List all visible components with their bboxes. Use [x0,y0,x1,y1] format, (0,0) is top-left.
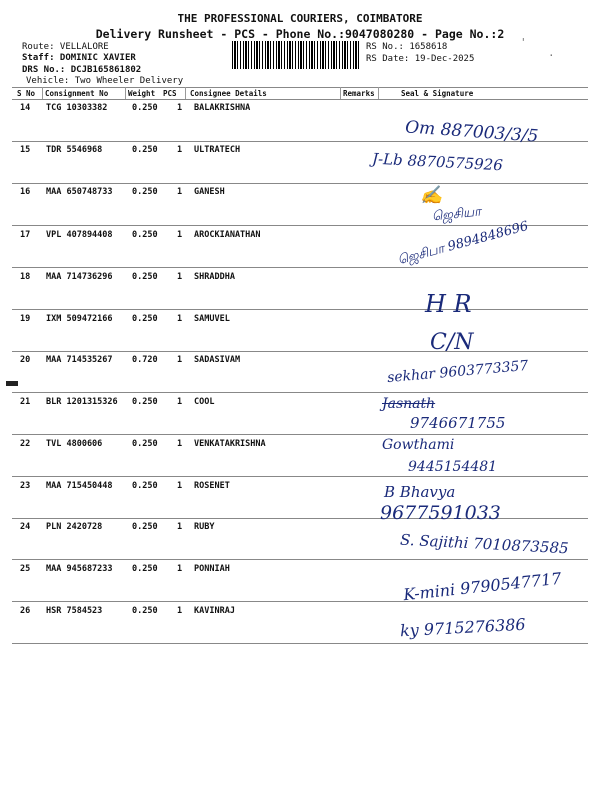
row-weight: 0.250 [132,103,158,113]
table-row [0,272,600,313]
row-separator [12,601,588,602]
signature-21-name: Jasnath [382,396,436,412]
row-consignee: ULTRATECH [194,145,241,155]
signature-17-phone: ஜெசிபா 9894848696 [396,218,530,269]
row-sno: 17 [20,230,31,240]
signature-25: K-mini 9790547717 [402,568,563,605]
row-consignment: VPL 407894408 [46,230,113,240]
scan-mark: . [548,46,555,59]
route-label: Route: VELLALORE [22,42,109,52]
row-sno: 18 [20,272,31,282]
signature-26: ky 9715276386 [399,614,527,641]
row-separator [12,309,588,310]
row-pcs: 1 [177,103,183,113]
column-header-pcs: PCS [163,89,177,98]
row-consignment: MAA 714736296 [46,272,113,282]
row-weight: 0.250 [132,230,158,240]
row-separator [12,476,588,477]
row-consignment: MAA 945687233 [46,564,113,574]
staff-label: Staff: DOMINIC XAVIER [22,53,136,63]
row-consignee: COOL [194,397,215,407]
row-weight: 0.250 [132,314,158,324]
row-separator [12,267,588,268]
row-consignment: TDR 5546968 [46,145,103,155]
column-header-weight: Weight [128,89,156,98]
row-weight: 0.250 [132,481,158,491]
runsheet-subtitle: Delivery Runsheet - PCS - Phone No.:9047080280 - Page No.:2 [95,27,505,41]
signature-22-phone: 9445154481 [408,459,498,475]
table-row [0,187,600,228]
row-separator [12,434,588,435]
company-title: THE PROFESSIONAL COURIERS, COIMBATORE [177,12,423,25]
rs-date: RS Date: 19-Dec-2025 [366,54,475,64]
row-weight: 0.250 [132,272,158,282]
barcode [232,41,360,69]
row-consignment: MAA 715450448 [46,481,113,491]
row-sno: 22 [20,439,31,449]
table-row [0,397,600,438]
row-weight: 0.250 [132,145,158,155]
row-sno: 24 [20,522,31,532]
column-divider [340,87,341,99]
signature-19: C/N [430,330,474,355]
row-separator [12,392,588,393]
signature-21-phone: 9746671755 [410,414,506,432]
signature-15: J-Lb 8870575926 [371,149,504,175]
row-consignment: MAA 650748733 [46,187,113,197]
row-consignee: SADASIVAM [194,355,241,365]
signature-16: ✍ [420,185,443,206]
drs-label: DRS No.: DCJB165861802 [22,65,142,75]
row-sno: 25 [20,564,31,574]
row-consignment: MAA 714535267 [46,355,113,365]
row-sno: 16 [20,187,31,197]
signature-24: S. Sajithi 7010873585 [399,530,569,558]
row-consignment: TCG 10303382 [46,103,108,113]
row-consignee: SHRADDHA [194,272,235,282]
row-consignee: PONNIAH [194,564,230,574]
row-weight: 0.250 [132,397,158,407]
row-pcs: 1 [177,314,183,324]
row-pcs: 1 [177,355,183,365]
column-divider [378,87,379,99]
column-header-sno: S No [17,89,36,98]
row-separator [12,518,588,519]
column-divider [185,87,186,99]
row-pcs: 1 [177,564,183,574]
column-header-remarks: Remarks [343,89,375,98]
signature-14: Om 887003/3/5 [404,117,539,147]
table-row [0,439,600,480]
table-row [0,481,600,522]
row-consignment: HSR 7584523 [46,606,103,616]
left-margin-mark [6,381,18,386]
row-pcs: 1 [177,606,183,616]
row-consignee: VENKATAKRISHNA [194,439,266,449]
row-weight: 0.250 [132,564,158,574]
signature-22-name: Gowthami [382,437,455,453]
row-sno: 26 [20,606,31,616]
row-consignment: IXM 509472166 [46,314,113,324]
table-top-line [12,87,588,88]
column-divider [42,87,43,99]
row-pcs: 1 [177,145,183,155]
row-weight: 0.250 [132,439,158,449]
row-consignee: SAMUVEL [194,314,230,324]
row-consignee: BALAKRISHNA [194,103,251,113]
row-separator [12,351,588,352]
row-pcs: 1 [177,187,183,197]
row-sno: 15 [20,145,31,155]
column-header-seal: Seal & Signature [401,89,474,98]
row-consignee: GANESH [194,187,225,197]
row-sno: 20 [20,355,31,365]
rs-number: RS No.: 1658618 [366,42,448,52]
row-pcs: 1 [177,439,183,449]
row-weight: 0.250 [132,522,158,532]
column-header-consignee: Consignee Details [190,89,267,98]
signature-20: sekhar 9603773357 [386,357,529,387]
row-consignee: ROSENET [194,481,230,491]
row-separator [12,559,588,560]
row-weight: 0.720 [132,355,158,365]
row-consignment: BLR 1201315326 [46,397,118,407]
row-weight: 0.250 [132,187,158,197]
row-sno: 23 [20,481,31,491]
signature-23-name: B Bhavya [384,483,456,501]
row-separator [12,183,588,184]
column-divider [125,87,126,99]
table-header-line [12,99,588,100]
column-header-consignment: Consignment No [45,89,109,98]
table-row [0,145,600,186]
table-row [0,314,600,355]
row-pcs: 1 [177,481,183,491]
signature-18: H R [425,290,472,318]
row-pcs: 1 [177,230,183,240]
row-pcs: 1 [177,272,183,282]
row-pcs: 1 [177,397,183,407]
row-separator [12,643,588,644]
row-consignee: AROCKIANATHAN [194,230,261,240]
row-weight: 0.250 [132,606,158,616]
scan-mark: ' [520,36,527,49]
row-consignment: TVL 4800606 [46,439,103,449]
row-consignment: PLN 2420728 [46,522,103,532]
row-pcs: 1 [177,522,183,532]
signature-17-name: ஜெசியா [431,204,482,225]
row-consignee: KAVINRAJ [194,606,235,616]
row-sno: 14 [20,103,31,113]
row-sno: 21 [20,397,31,407]
row-consignee: RUBY [194,522,215,532]
vehicle-label: Vehicle: Two Wheeler Delivery [26,76,184,86]
row-sno: 19 [20,314,31,324]
signature-23-phone: 9677591033 [380,502,501,524]
